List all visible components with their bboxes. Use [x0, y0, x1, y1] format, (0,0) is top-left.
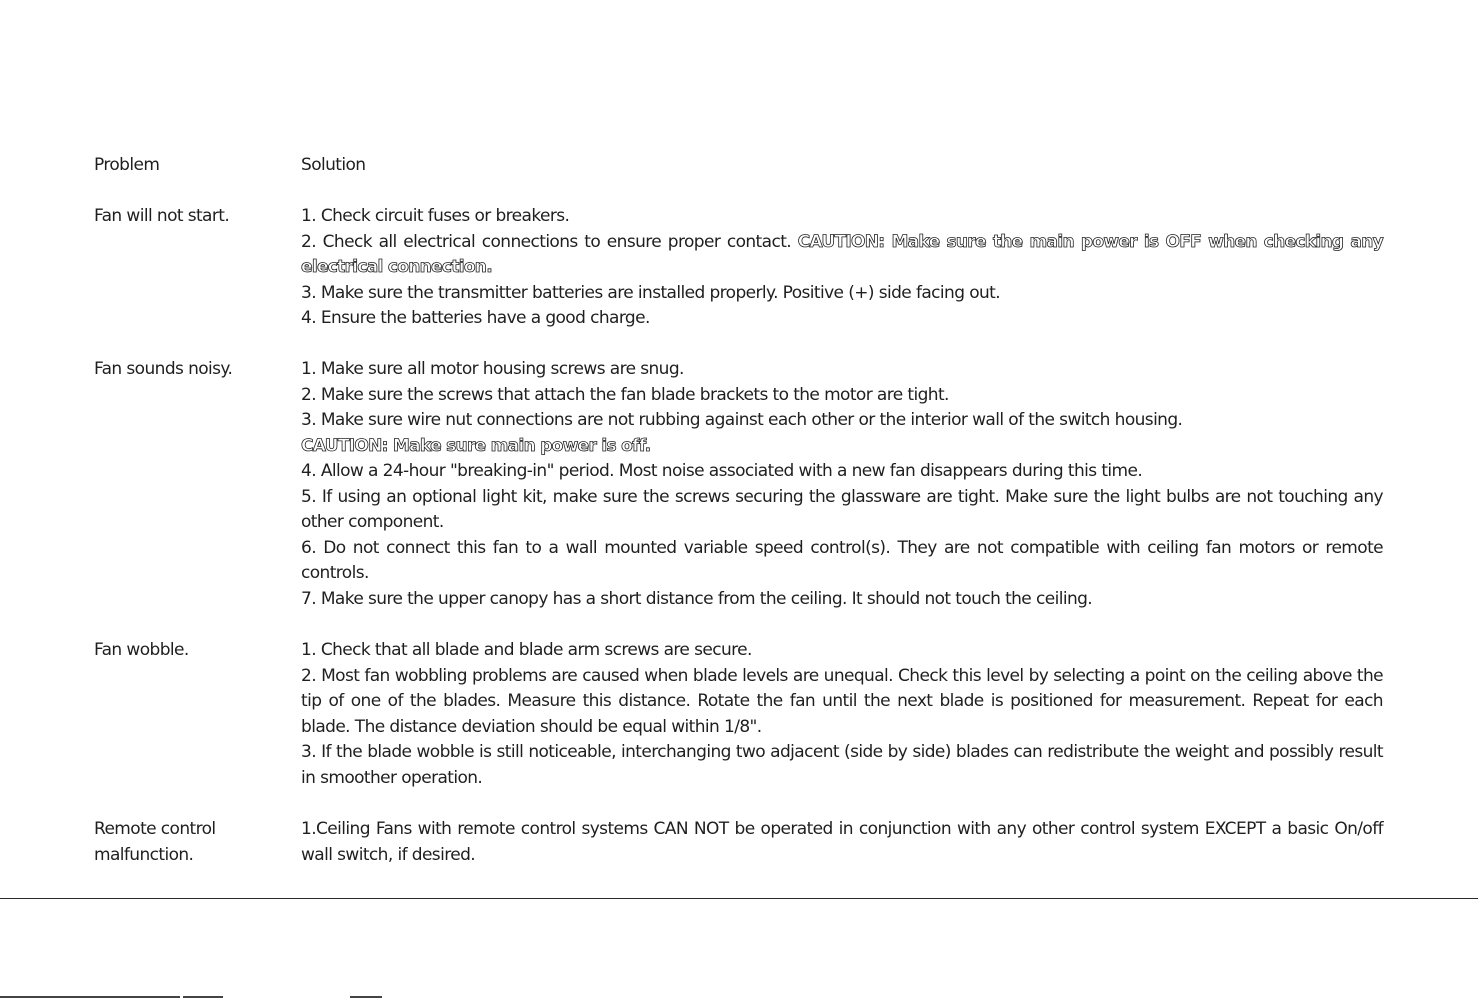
caution-warning: CAUTION: Make sure the main power is OFF when checking any electrical connection.	[301, 231, 1383, 277]
solution-cell-fan-sounds-noisy	[301, 357, 1383, 612]
problem-header-label: Problem	[94, 155, 160, 175]
solution-step: 6. Do not connect this fan to a wall mounted variable speed control(s). They are not compatible with ceiling fan motors or remote controls.	[301, 537, 1383, 583]
problem-cell-fan-wobble	[94, 638, 284, 664]
solution-step: 1. Check circuit fuses or breakers.	[301, 206, 570, 226]
solution-cell-fan-will-not-start	[301, 204, 1383, 332]
solution-step: 2. Most fan wobbling problems are caused when blade levels are unequal. Check this level by selecting a point on the ceiling above the tip of one of the blades. Measure this distance. Rotate the fan until the next blade is positioned for measurement. Repeat for each blade. The distance deviation should be equal within 1/8".	[301, 665, 1383, 737]
solution-header-label: Solution	[301, 155, 366, 175]
footer-rule	[350, 996, 382, 998]
footer-rule	[0, 996, 180, 998]
problem-column-header	[94, 153, 284, 179]
solution-step-with-caution	[301, 230, 1383, 281]
solution-step: 4. Allow a 24-hour "breaking-in" period. Most noise associated with a new fan disappears during this time.	[301, 461, 1143, 481]
problem-cell-fan-will-not-start	[94, 204, 284, 230]
problem-cell-remote-control-malfunction	[94, 817, 284, 868]
solution-step: 7. Make sure the upper canopy has a short distance from the ceiling. It should not touch the ceiling.	[301, 588, 1093, 609]
problem-text: Fan sounds noisy.	[94, 359, 233, 379]
solution-step: 3. Make sure wire nut connections are not rubbing against each other or the interior wall of the switch housing.	[301, 410, 1183, 430]
problem-text: Remote control malfunction.	[94, 819, 216, 865]
problem-cell-fan-sounds-noisy	[94, 357, 284, 383]
solution-column-header	[301, 153, 1383, 179]
solution-cell-remote-control-malfunction	[301, 817, 1383, 868]
solution-cell-fan-wobble	[301, 638, 1383, 791]
solution-step: 3. Make sure the transmitter batteries are installed properly. Positive (+) side facing out.	[301, 282, 1001, 303]
solution-step: 3. If the blade wobble is still noticeable, interchanging two adjacent (side by side) blades can redistribute the weight and possibly result in smoother operation.	[301, 742, 1383, 788]
solution-step: 1.Ceiling Fans with remote control systems CAN NOT be operated in conjunction with any other control system EXCEPT a basic On/off wall switch, if desired.	[301, 819, 1383, 865]
solution-step: 4. Ensure the batteries have a good charge.	[301, 308, 650, 328]
solution-step: 2. Make sure the screws that attach the fan blade brackets to the motor are tight.	[301, 384, 949, 405]
problem-text: Fan will not start.	[94, 206, 230, 226]
solution-step: 1. Make sure all motor housing screws are snug.	[301, 359, 684, 379]
solution-step: 1. Check that all blade and blade arm screws are secure.	[301, 640, 752, 660]
caution-warning: CAUTION: Make sure main power is off.	[301, 435, 651, 456]
page-divider	[0, 898, 1478, 899]
footer-rule	[183, 996, 223, 998]
solution-step-text: 2. Check all electrical connections to ensure proper contact.	[301, 231, 798, 252]
solution-step: 5. If using an optional light kit, make sure the screws securing the glassware are tight. Make sure the light bulbs are not touching any other component.	[301, 486, 1383, 532]
problem-text: Fan wobble.	[94, 640, 189, 660]
